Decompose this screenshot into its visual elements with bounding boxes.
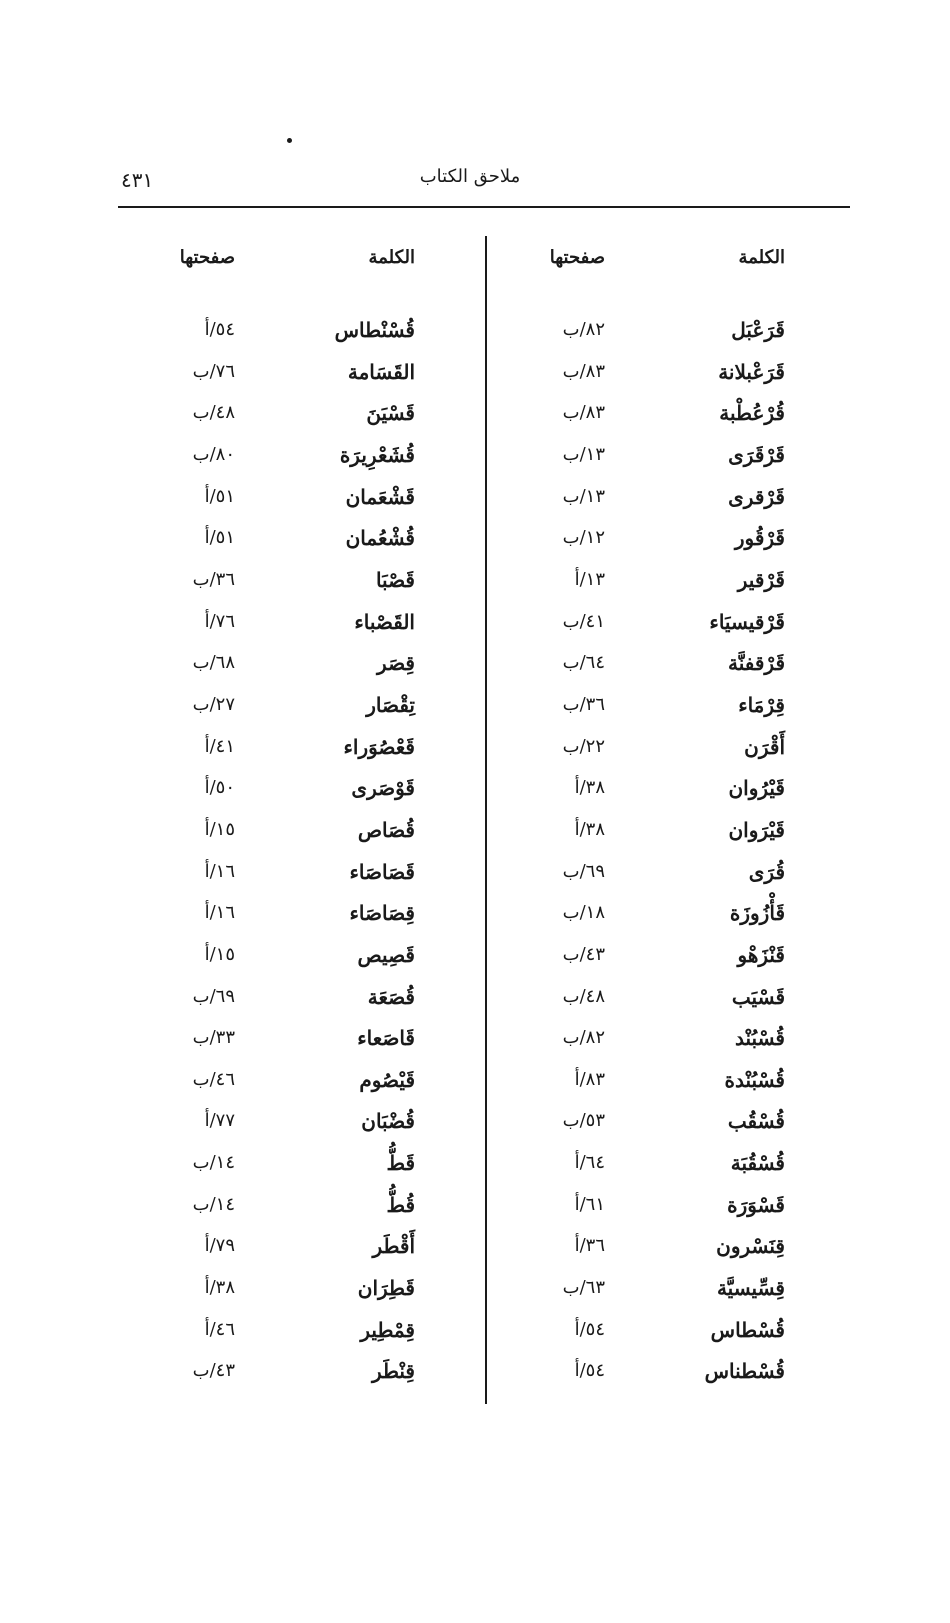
entry-page-ref: ٥٤/أ bbox=[574, 1360, 605, 1382]
index-entry bbox=[475, 1226, 785, 1268]
entry-word: قَرَعْبلانة bbox=[718, 359, 785, 384]
entry-page-ref: ٥٣/ب bbox=[562, 1110, 605, 1132]
entry-word: قُصَاص bbox=[357, 817, 415, 842]
right-word-header: الكلمة bbox=[738, 247, 785, 268]
index-entry bbox=[475, 1060, 785, 1102]
entry-page-ref: ٥١/أ bbox=[204, 485, 235, 507]
entry-word: قَسْيَنَ bbox=[366, 401, 415, 426]
entry-word: قِمْطِير bbox=[360, 1317, 415, 1342]
left-index-list bbox=[105, 310, 415, 1393]
index-entry bbox=[105, 310, 415, 352]
entry-page-ref: ٨٣/أ bbox=[574, 1068, 605, 1090]
entry-word: قَوْصَرى bbox=[351, 776, 415, 801]
entry-page-ref: ٦٩/ب bbox=[192, 985, 235, 1007]
entry-page-ref: ١٣/ب bbox=[562, 485, 605, 507]
entry-page-ref: ٢٢/ب bbox=[562, 735, 605, 757]
entry-word: قَاصَعاء bbox=[357, 1026, 415, 1051]
index-entry bbox=[105, 1018, 415, 1060]
index-entry bbox=[105, 1351, 415, 1393]
entry-page-ref: ٣٨/أ bbox=[204, 1277, 235, 1299]
entry-word: قُسْقُب bbox=[727, 1109, 785, 1134]
entry-word: قَرْقير bbox=[737, 567, 785, 592]
index-entry bbox=[475, 602, 785, 644]
entry-word: أَقْطَر bbox=[372, 1234, 415, 1259]
entry-page-ref: ٧٦/ب bbox=[192, 360, 235, 382]
index-entry bbox=[475, 477, 785, 519]
entry-page-ref: ١٣/ب bbox=[562, 443, 605, 465]
index-entry bbox=[105, 1143, 415, 1185]
entry-page-ref: ٣٦/ب bbox=[562, 693, 605, 715]
index-entry bbox=[475, 685, 785, 727]
entry-word: قَرْقَرَى bbox=[728, 442, 785, 467]
entry-page-ref: ٦٣/ب bbox=[562, 1277, 605, 1299]
entry-word: قِنْطَر bbox=[371, 1359, 415, 1384]
index-entry bbox=[475, 727, 785, 769]
entry-page-ref: ٦١/أ bbox=[574, 1193, 605, 1215]
entry-page-ref: ٦٩/ب bbox=[562, 860, 605, 882]
entry-word: قِرْمَاء bbox=[738, 692, 785, 717]
index-entry bbox=[475, 768, 785, 810]
entry-page-ref: ٥٤/أ bbox=[204, 319, 235, 340]
entry-word: قُضْبَان bbox=[361, 1109, 415, 1134]
entry-word: قَرْقيسيَاء bbox=[709, 609, 785, 634]
entry-page-ref: ٣٣/ب bbox=[192, 1027, 235, 1049]
index-entry bbox=[105, 727, 415, 769]
index-entry bbox=[475, 1351, 785, 1393]
entry-word: قَرْقرى bbox=[728, 484, 785, 509]
entry-page-ref: ٨٠/ب bbox=[192, 443, 235, 465]
entry-page-ref: ٧٦/أ bbox=[204, 610, 235, 632]
entry-page-ref: ٦٤/أ bbox=[574, 1152, 605, 1174]
entry-page-ref: ٤١/ب bbox=[562, 610, 605, 632]
entry-page-ref: ٣٨/أ bbox=[574, 818, 605, 840]
entry-word: قَصْبَا bbox=[375, 567, 415, 592]
index-entry bbox=[105, 435, 415, 477]
index-entry bbox=[475, 1143, 785, 1185]
entry-word: قَيْرُوان bbox=[728, 776, 785, 801]
entry-page-ref: ١٣/أ bbox=[574, 568, 605, 590]
entry-page-ref: ٦٨/ب bbox=[192, 652, 235, 674]
index-entry bbox=[105, 518, 415, 560]
index-entry bbox=[475, 935, 785, 977]
index-entry bbox=[105, 893, 415, 935]
right-page-header: صفحتها bbox=[549, 247, 605, 268]
index-entry bbox=[105, 977, 415, 1019]
entry-word: قُسْطاس bbox=[710, 1317, 785, 1342]
index-entry bbox=[475, 393, 785, 435]
entry-page-ref: ٥٤/أ bbox=[574, 1318, 605, 1340]
entry-page-ref: ٧٩/أ bbox=[204, 1235, 235, 1257]
entry-word: قَنْزَهْو bbox=[737, 942, 785, 967]
index-entry bbox=[475, 1268, 785, 1310]
running-title: ملاحق الكتاب bbox=[419, 166, 521, 187]
entry-page-ref: ٣٦/أ bbox=[574, 1235, 605, 1257]
entry-word: قُرْعُطْبة bbox=[719, 401, 785, 426]
entry-page-ref: ٢٧/ب bbox=[192, 693, 235, 715]
index-entry bbox=[105, 1185, 415, 1227]
entry-page-ref: ٤٦/أ bbox=[204, 1318, 235, 1340]
entry-word: قُسْنْطاس bbox=[334, 318, 415, 342]
entry-word: قَشْعَمان bbox=[345, 484, 415, 509]
entry-page-ref: ١٦/أ bbox=[204, 860, 235, 882]
index-entry bbox=[105, 477, 415, 519]
entry-page-ref: ١٤/ب bbox=[192, 1152, 235, 1174]
entry-page-ref: ٤٣/ب bbox=[562, 943, 605, 965]
entry-word: قَطُّ bbox=[386, 1151, 415, 1176]
entry-page-ref: ٥١/أ bbox=[204, 527, 235, 549]
entry-page-ref: ٨٢/ب bbox=[562, 1027, 605, 1049]
entry-page-ref: ٣٨/أ bbox=[574, 777, 605, 799]
index-entry bbox=[105, 935, 415, 977]
index-entry bbox=[105, 1268, 415, 1310]
entry-word: القَصْباء bbox=[354, 609, 415, 634]
index-entry bbox=[105, 768, 415, 810]
entry-word: قَيْصُوم bbox=[359, 1067, 415, 1092]
index-entry bbox=[105, 1226, 415, 1268]
index-entry bbox=[475, 893, 785, 935]
entry-page-ref: ٤١/أ bbox=[204, 735, 235, 757]
header-rule bbox=[118, 206, 850, 208]
entry-page-ref: ١٨/ب bbox=[562, 902, 605, 924]
index-entry bbox=[105, 1310, 415, 1352]
entry-word: قَرْقُور bbox=[734, 526, 785, 551]
page-number: ٤٣١ bbox=[121, 168, 154, 192]
entry-page-ref: ١٦/أ bbox=[204, 902, 235, 924]
index-entry bbox=[475, 977, 785, 1019]
index-entry bbox=[105, 810, 415, 852]
right-index-list bbox=[475, 310, 785, 1393]
entry-word: قُسْبُنْدة bbox=[724, 1067, 785, 1092]
index-entry bbox=[475, 352, 785, 394]
index-entry bbox=[475, 1101, 785, 1143]
index-entry bbox=[475, 852, 785, 894]
entry-word: قُشْعُمان bbox=[345, 526, 415, 551]
entry-word: القَسَامة bbox=[347, 359, 415, 384]
entry-word: قُسْطناس bbox=[704, 1359, 785, 1384]
entry-page-ref: ٤٣/ب bbox=[192, 1360, 235, 1382]
entry-page-ref: ١٥/أ bbox=[204, 818, 235, 840]
entry-word: قَعْصُوَراء bbox=[343, 734, 415, 759]
index-entry bbox=[475, 518, 785, 560]
entry-page-ref: ١٥/أ bbox=[204, 943, 235, 965]
entry-word: قُرَى bbox=[748, 859, 785, 884]
entry-word: قَصَاصَاء bbox=[349, 859, 415, 884]
stray-dot bbox=[287, 138, 292, 143]
entry-word: قُسْقُبَة bbox=[730, 1151, 785, 1176]
entry-page-ref: ١٢/ب bbox=[562, 527, 605, 549]
entry-word: قُشَعْرِيرَة bbox=[339, 442, 415, 467]
entry-word: قَسْيَب bbox=[731, 984, 785, 1009]
index-entry bbox=[475, 310, 785, 352]
index-entry bbox=[475, 643, 785, 685]
index-entry bbox=[105, 1060, 415, 1102]
entry-word: قَسْوَرَة bbox=[727, 1192, 785, 1217]
entry-page-ref: ٧٧/أ bbox=[204, 1110, 235, 1132]
index-entry bbox=[105, 685, 415, 727]
entry-word: قُسْبُنْد bbox=[735, 1026, 785, 1051]
entry-page-ref: ٨٣/ب bbox=[562, 402, 605, 424]
index-entry bbox=[475, 1018, 785, 1060]
index-entry bbox=[105, 352, 415, 394]
index-entry bbox=[105, 393, 415, 435]
entry-page-ref: ٦٤/ب bbox=[562, 652, 605, 674]
index-entry bbox=[105, 852, 415, 894]
entry-word: أَقْرَن bbox=[744, 734, 785, 759]
entry-word: قِصَر bbox=[377, 651, 415, 676]
left-word-header: الكلمة bbox=[368, 247, 415, 268]
entry-word: قَرْقفنَّة bbox=[727, 651, 785, 676]
entry-word: قَرَعْبَل bbox=[731, 318, 785, 342]
entry-page-ref: ٤٦/ب bbox=[192, 1068, 235, 1090]
entry-word: قَطِرَان bbox=[357, 1276, 415, 1301]
entry-word: قَأْزُوزَة bbox=[729, 901, 785, 926]
index-entry bbox=[105, 1101, 415, 1143]
entry-word: قُصَعَة bbox=[367, 984, 415, 1009]
index-entry bbox=[475, 1185, 785, 1227]
entry-word: قِسِّيسيَّة bbox=[716, 1276, 785, 1301]
entry-page-ref: ٤٨/ب bbox=[562, 985, 605, 1007]
index-entry bbox=[105, 560, 415, 602]
entry-word: قِصَاصَاء bbox=[349, 901, 415, 926]
left-page-header: صفحتها bbox=[179, 247, 235, 268]
index-entry bbox=[475, 810, 785, 852]
entry-page-ref: ٨٢/ب bbox=[562, 319, 605, 340]
entry-page-ref: ٨٣/ب bbox=[562, 360, 605, 382]
entry-page-ref: ١٤/ب bbox=[192, 1193, 235, 1215]
index-entry bbox=[475, 560, 785, 602]
index-entry bbox=[105, 643, 415, 685]
entry-word: قُطُّ bbox=[386, 1192, 415, 1217]
entry-word: قِنَسْرون bbox=[716, 1234, 785, 1259]
index-entry bbox=[105, 602, 415, 644]
entry-page-ref: ٣٦/ب bbox=[192, 568, 235, 590]
index-entry bbox=[475, 435, 785, 477]
entry-word: تِقْصَار bbox=[366, 692, 415, 717]
entry-page-ref: ٤٨/ب bbox=[192, 402, 235, 424]
index-entry bbox=[475, 1310, 785, 1352]
entry-page-ref: ٥٠/أ bbox=[204, 777, 235, 799]
entry-word: قَصِيص bbox=[357, 942, 415, 967]
entry-word: قَيْرَوان bbox=[728, 817, 785, 842]
